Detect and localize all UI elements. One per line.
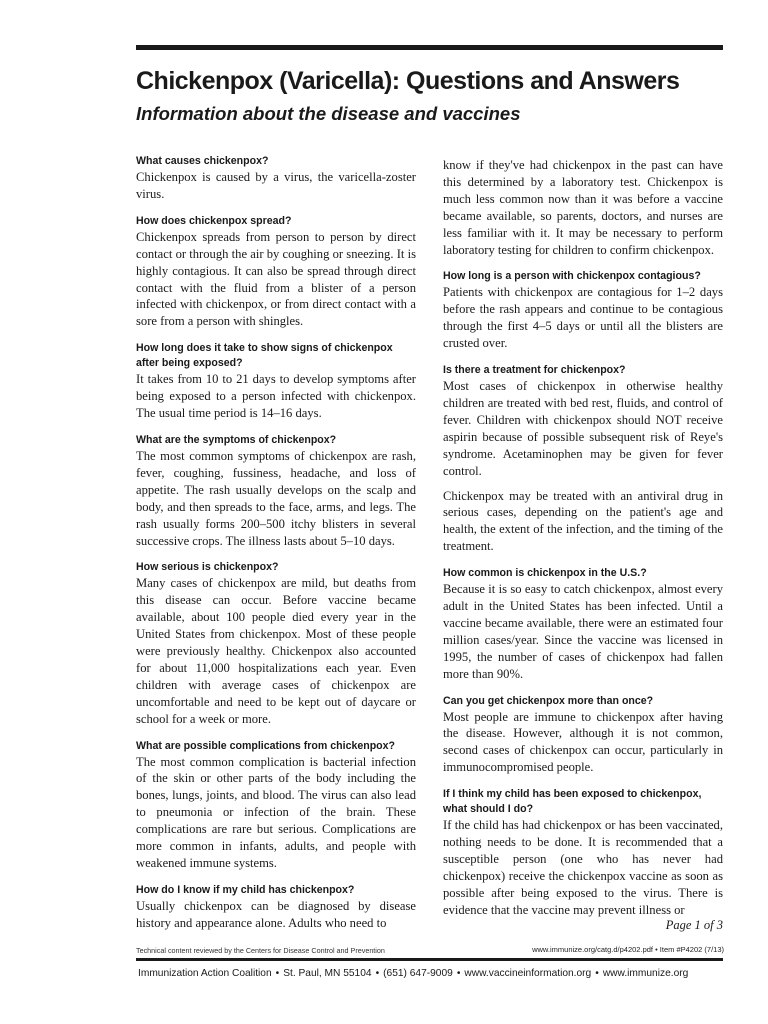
question-heading: How common is chickenpox in the U.S.?: [443, 567, 647, 580]
answer-paragraph: Most people are immune to chickenpox after having the disease. However, although it is not common, second cases of chickenpox can occur, particularly in immunocompromised people.: [443, 709, 723, 775]
footer-org: Immunization Action Coalition: [138, 968, 272, 979]
qa-section: [136, 739, 416, 872]
question-heading: How long is a person with chickenpox contagious?: [443, 270, 701, 283]
answer-paragraph: The most common complication is bacterial infection of the skin or other parts of the body including the bones, lungs, joints, and blood. The virus can also lead to pneumonia or infection of the brain. These complications are rare but serious. Complications are more common in infants, adults, and people with weakened immune systems.: [136, 754, 416, 870]
footer: [138, 968, 723, 979]
qa-section: [136, 214, 416, 330]
qa-section: [136, 341, 416, 422]
question-heading: How does chickenpox spread?: [136, 214, 292, 227]
right-column: [443, 157, 723, 930]
answer-paragraph: The most common symptoms of chickenpox are rash, fever, coughing, fussiness, headache, and loss of appetite. The rash usually develops on the scalp and body, and then spreads to the face, arms, and legs. The rash usually forms 200–500 itchy blisters in several successive crops. The illness lasts about 5–10 days.: [136, 448, 416, 548]
footer-phone: (651) 647-9009: [383, 968, 453, 979]
question-heading: What causes chickenpox?: [136, 155, 269, 167]
answer-paragraph: Because it is so easy to catch chickenpox, almost every adult in the United States has been infected. Until a vaccine became available, there were an estimated four million cases/year. Since the vaccine was licensed in 1995, the number of cases of chickenpox had fallen more than 90%.: [443, 582, 723, 681]
answer-paragraph: Usually chickenpox can be diagnosed by disease history and appearance alone. Adults who need to: [136, 898, 416, 930]
qa-section: [443, 787, 723, 918]
question-heading: How do I know if my child has chickenpox?: [136, 883, 355, 896]
bottom-rule: [136, 958, 723, 961]
answer-paragraph: know if they've had chickenpox in the past can have this determined by a laboratory test. Chickenpox is much less common now than it was before a vaccine became available, so parents, doctors, and nurses are less familiar with it. It may be necessary to perform laboratory testing for children to confirm chickenpox.: [443, 158, 723, 257]
question-heading: How long does it take to show signs of chickenpox after being exposed?: [136, 342, 393, 370]
question-heading: What are possible complications from chickenpox?: [136, 739, 396, 752]
review-credit: Technical content reviewed by the Centers for Disease Control and Prevention: [136, 946, 385, 955]
answer-paragraph: Chickenpox may be treated with an antiviral drug in serious cases, depending on the patient's age and health, the extent of the infection, and the timing of the treatment.: [443, 488, 723, 554]
qa-section: [443, 694, 723, 777]
footer-bullet: •: [375, 968, 380, 979]
answer-paragraph: If the child has had chickenpox or has been vaccinated, nothing needs to be done. It is recommended that a susceptible person (one who has never had chickenpox) receive the chickenpox vaccine as soon as possible after being exposed to the virus. There is evidence that the vaccine may prevent illness or: [443, 818, 723, 917]
footer-bullet: •: [275, 968, 280, 979]
left-column: [136, 154, 416, 943]
answer-paragraph: It takes from 10 to 21 days to develop symptoms after being exposed to a person infected with chickenpox. The usual time period is 14–16 days.: [136, 372, 416, 421]
qa-section: [443, 566, 723, 682]
qa-section: [136, 883, 416, 932]
qa-section: [136, 560, 416, 727]
footer-address: St. Paul, MN 55104: [283, 968, 372, 979]
qa-section: [136, 154, 416, 203]
top-rule: [136, 45, 723, 50]
page-subtitle: Information about the disease and vaccines: [136, 103, 521, 124]
qa-section: [443, 269, 723, 352]
question-heading: How serious is chickenpox?: [136, 561, 279, 574]
page-number: Page 1 of 3: [665, 918, 723, 932]
answer-paragraph: Many cases of chickenpox are mild, but deaths from this disease can occur. Before vaccine became available, about 100 people died every year in the United States from chickenpox. Most of these people were previously healthy. Chickenpox also accounted for about 11,000 hospitalizations each year. Even children with average cases of chickenpox are uncomfortable and need to be kept out of daycare or school for a week or more.: [136, 576, 416, 726]
footer-link-vaccineinformation[interactable]: www.vaccineinformation.org: [464, 968, 592, 979]
footer-bullet: •: [456, 968, 461, 979]
answer-paragraph: Most cases of chickenpox in otherwise healthy children are treated with bed rest, fluids, and control of fever. Children with chickenpox should NOT receive aspirin because of possible subsequent risk of Reye's syndrome. Acetaminophen may be given for fever control.: [443, 379, 723, 478]
answer-paragraph: Patients with chickenpox are contagious for 1–2 days before the rash appears and continue to be contagious through the first 4–5 days or until all the blisters are crusted over.: [443, 285, 723, 351]
question-heading: If I think my child has been exposed to chickenpox, what should I do?: [443, 788, 702, 816]
footer-link-immunize[interactable]: www.immunize.org: [602, 968, 689, 979]
answer-paragraph: Chickenpox is caused by a virus, the varicella-zoster virus.: [136, 170, 416, 201]
qa-section: [443, 157, 723, 258]
qa-section: [443, 363, 723, 555]
qa-section: [136, 433, 416, 549]
document-url[interactable]: www.immunize.org/catg.d/p4202.pdf • Item #P4202 (7/13): [532, 945, 724, 954]
footer-bullet: •: [595, 968, 599, 979]
answer-paragraph: Chickenpox spreads from person to person by direct contact or through the air by coughing or sneezing. It is highly contagious. It can also be spread through direct contact with the fluid from a blister of a person infected with chickenpox, or from direct contact with a sore from a person with shingles.: [136, 229, 416, 329]
question-heading: Can you get chickenpox more than once?: [443, 694, 654, 707]
question-heading: What are the symptoms of chickenpox?: [136, 433, 337, 446]
page-title: Chickenpox (Varicella): Questions and Answers: [136, 67, 680, 95]
question-heading: Is there a treatment for chickenpox?: [443, 364, 626, 377]
